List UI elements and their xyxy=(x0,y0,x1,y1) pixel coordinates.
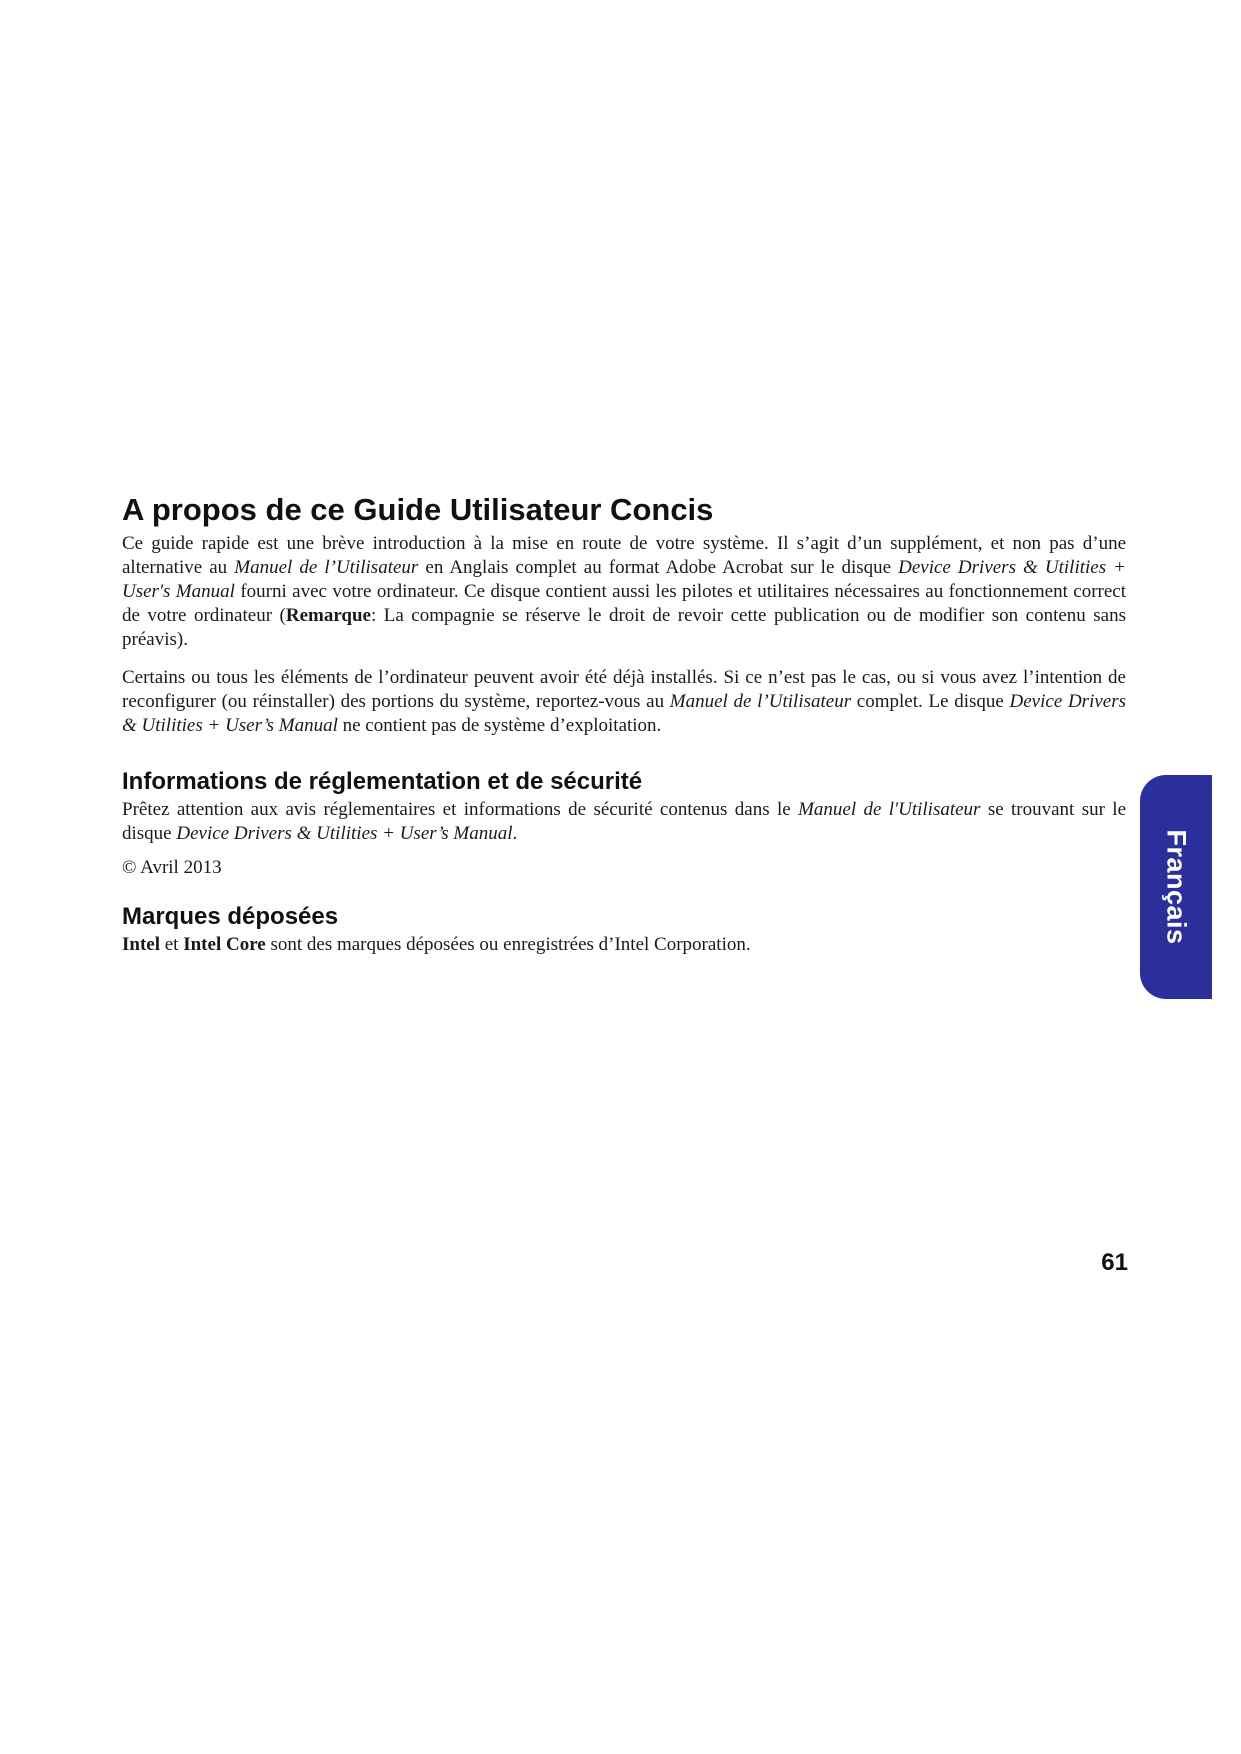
install-manual-ref: Manuel de l’Utilisateur xyxy=(669,691,852,712)
intro-note-label: Remarque xyxy=(285,605,371,626)
intro-text-1: Ce guide rapide est une brève introduction à la mise en route de votre système. Il s’agit d’un supplément, et non pas d’une alternative au xyxy=(122,533,1126,578)
intro-text-4: : La compagnie se réserve le droit de revoir cette publication ou de modifier son contenu sans préavis). xyxy=(122,605,1126,650)
trademark-intel-core: Intel Core xyxy=(183,934,266,955)
page-content xyxy=(122,492,1126,957)
trademarks-text-2: sont des marques déposées ou enregistrées d’Intel Corporation. xyxy=(265,934,751,955)
copyright-line: © Avril 2013 xyxy=(122,857,222,878)
trademarks-paragraph xyxy=(122,933,1126,957)
regulation-manual-ref: Manuel de l'Utilisateur xyxy=(798,799,981,820)
regulation-disc-ref: Device Drivers & Utilities + User’s Manual xyxy=(176,823,513,844)
intro-disc-ref: Device Drivers & Utilities + User's Manual xyxy=(122,557,1127,602)
intro-text-2: en Anglais complet au format Adobe Acrobat sur le disque xyxy=(418,557,899,578)
install-text-3: ne contient pas de système d’exploitation. xyxy=(337,715,662,736)
page-number: 61 xyxy=(1101,1249,1128,1276)
language-tab xyxy=(1140,775,1212,999)
regulation-paragraph xyxy=(122,798,1126,846)
intro-manual-ref: Manuel de l’Utilisateur xyxy=(234,557,419,578)
regulation-text-1: Prêtez attention aux avis réglementaires et informations de sécurité contenus dans le xyxy=(122,799,799,820)
trademarks-text-1: et xyxy=(160,934,184,955)
regulation-text-3: . xyxy=(512,823,518,844)
trademarks-heading: Marques déposées xyxy=(122,903,339,930)
trademark-intel: Intel xyxy=(122,934,160,955)
install-text-2: complet. Le disque xyxy=(851,691,1010,712)
install-disc-ref: Device Drivers & Utilities + User’s Manual xyxy=(122,691,1126,736)
intro-text-3: fourni avec votre ordinateur. Ce disque contient aussi les pilotes et utilitaires nécessaires au fonctionnement correct de votre ordinateur ( xyxy=(122,581,1126,626)
install-text-1: Certains ou tous les éléments de l’ordinateur peuvent avoir été déjà installés. Si ce n’est pas le cas, ou si vous avez l’intention de reconfigurer (ou réinstaller) des portions du système, reportez-vous au xyxy=(122,667,1126,712)
language-tab-label: Français xyxy=(1161,829,1192,945)
page-title: A propos de ce Guide Utilisateur Concis xyxy=(122,492,714,527)
install-paragraph xyxy=(122,666,1126,738)
intro-paragraph xyxy=(122,532,1126,652)
regulation-text-2: se trouvant sur le disque xyxy=(122,799,1126,844)
regulation-heading: Informations de réglementation et de sécurité xyxy=(122,768,643,795)
